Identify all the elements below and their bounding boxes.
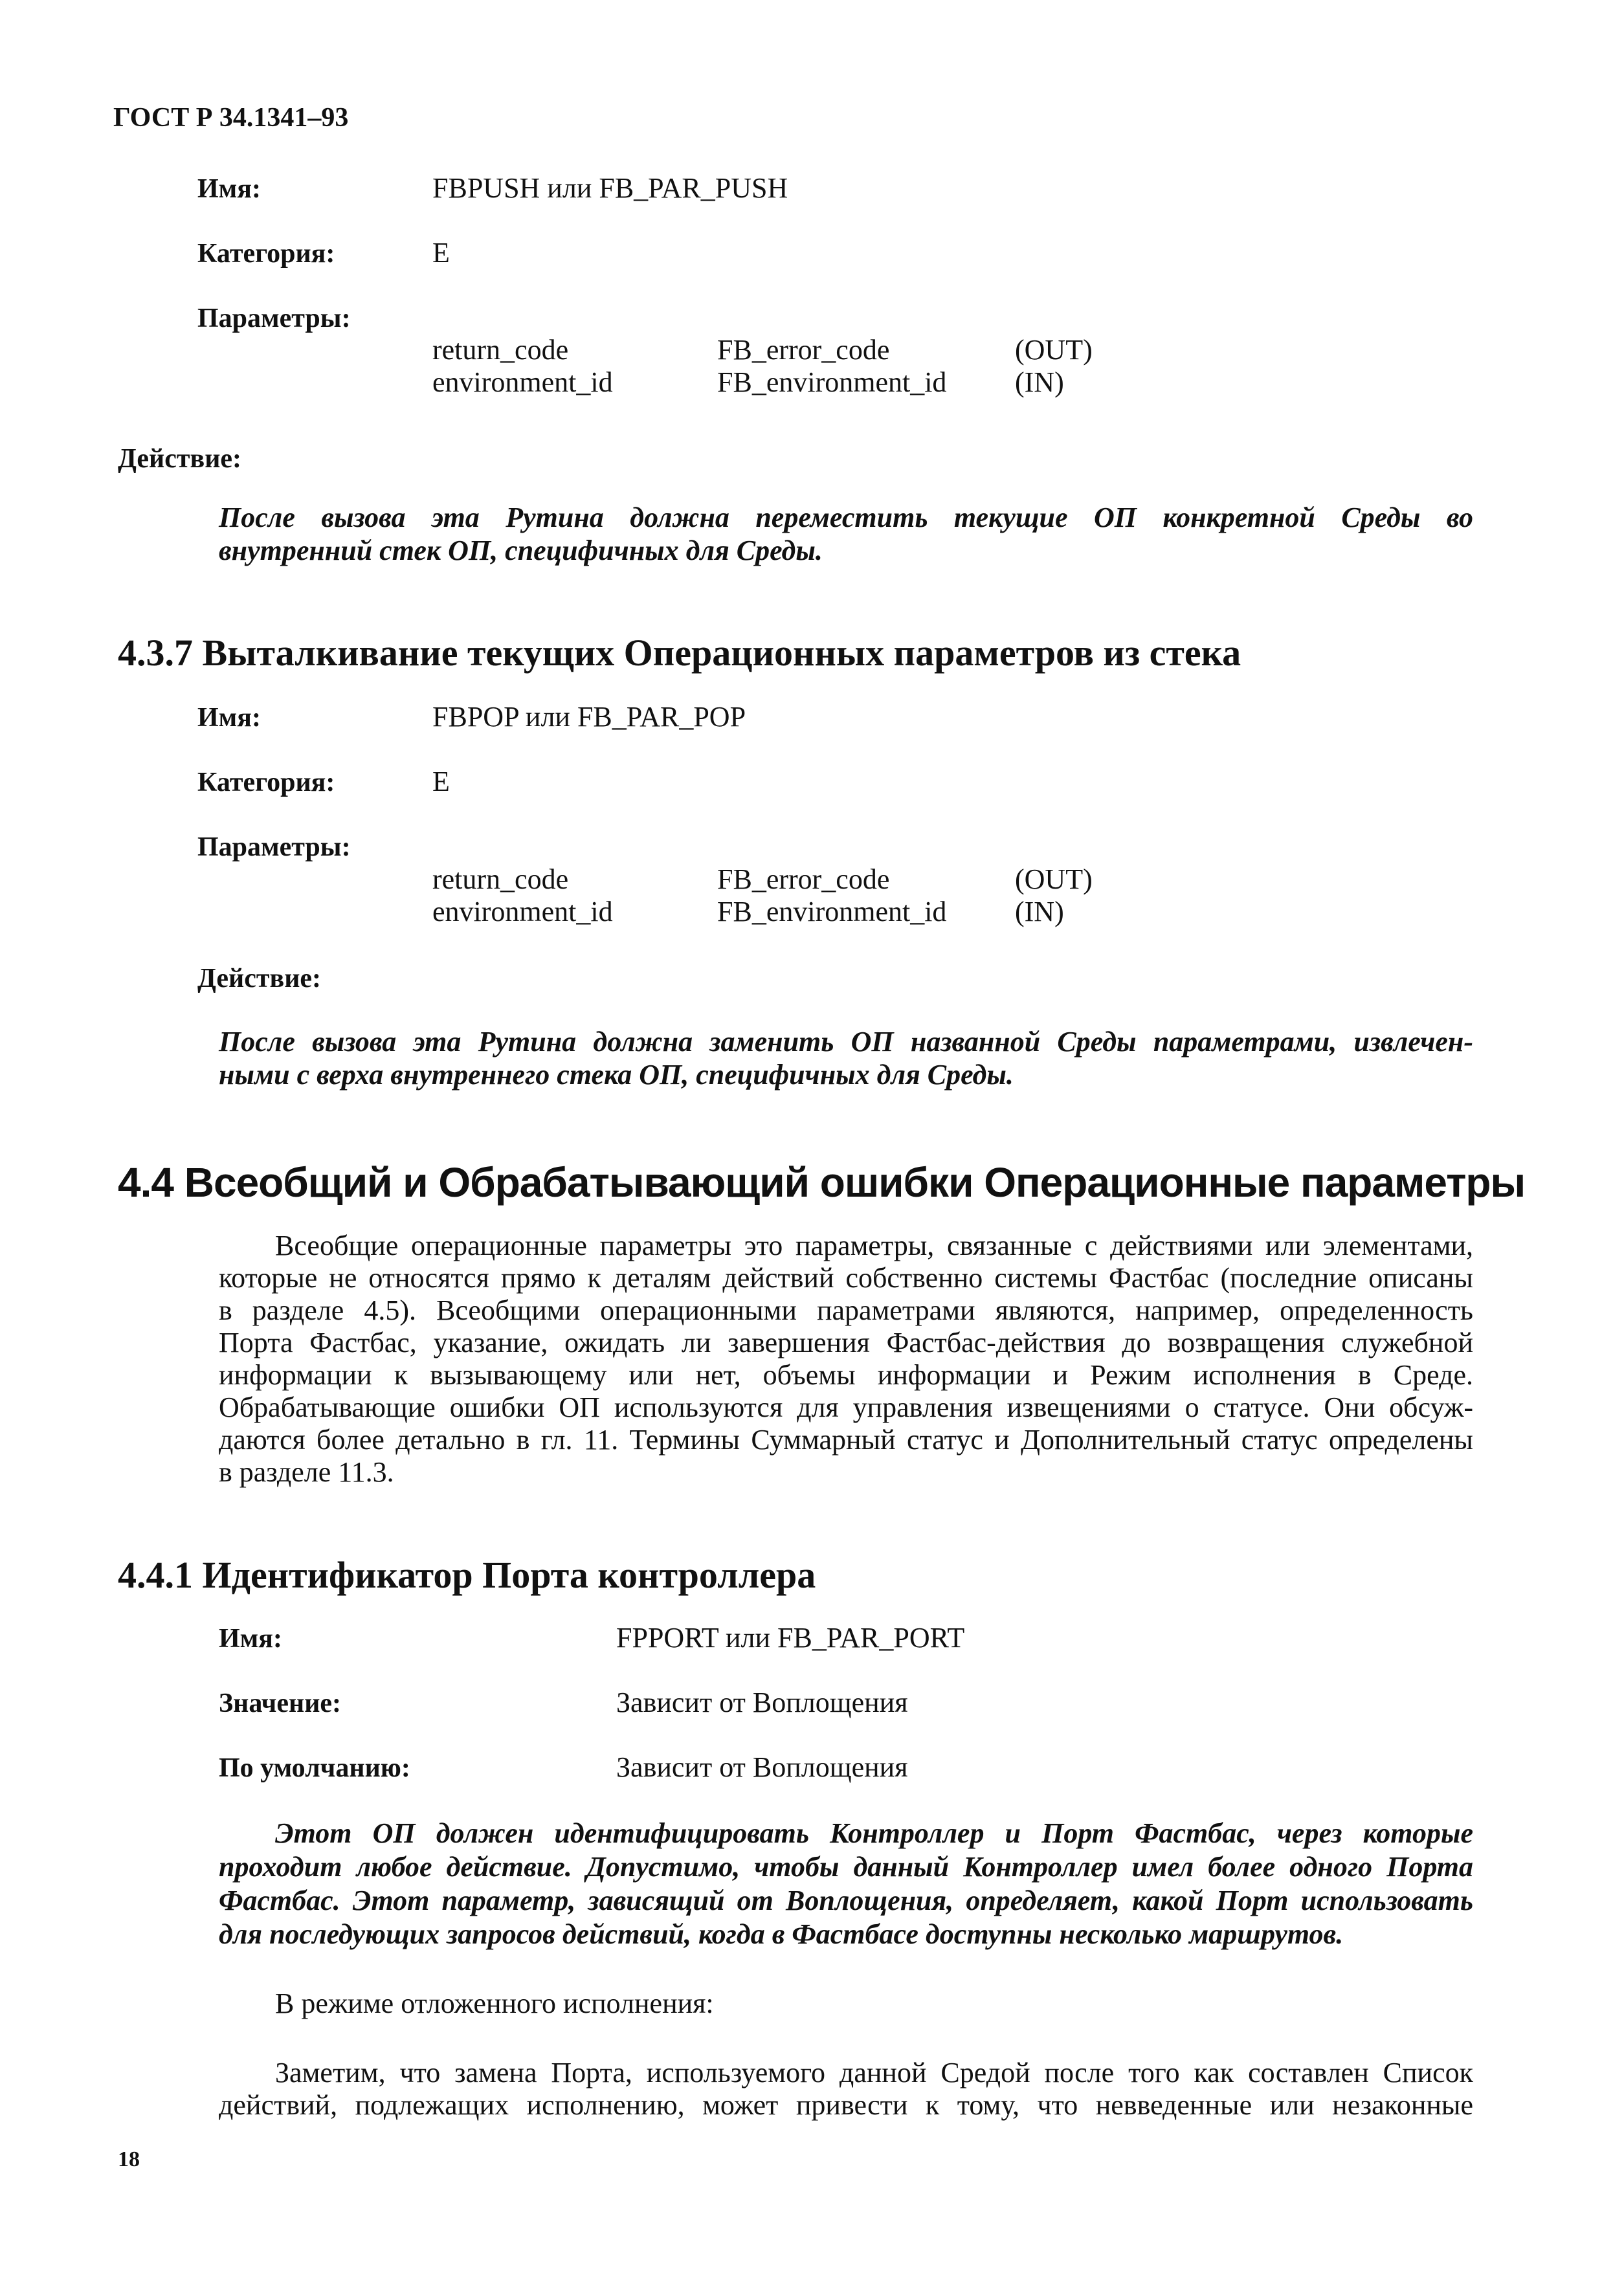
paragraph-line: Обрабатывающие ошибки ОП используются для управления извещениями о статусе. Они обсуж- <box>219 1391 1473 1423</box>
action-label: Действие: <box>118 444 242 474</box>
paragraph-line: Заметим, что замена Порта, используемого данной Средой после того как составлен Список <box>275 2057 1473 2088</box>
description-line: для последующих запросов действий, когда в Фастбасе доступны несколько маршрутов. <box>219 1918 1344 1950</box>
param-type: FB_environment_id <box>717 896 947 927</box>
param-name: environment_id <box>432 366 613 398</box>
value-value: Зависит от Воплощения <box>616 1687 908 1718</box>
param-direction: (OUT) <box>1015 863 1093 895</box>
action-text: После вызова эта Рутина должна переместить текущие ОП конкретной Среды во <box>219 502 1473 533</box>
running-header: ГОСТ Р 34.1341–93 <box>113 103 349 133</box>
default-label: По умолчанию: <box>219 1753 410 1783</box>
name-value: FBPOP или FB_PAR_POP <box>432 701 746 733</box>
paragraph-line: которые не относятся прямо к деталям действий собственно системы Фастбас (последние описаны <box>219 1262 1473 1294</box>
action-text: ными с верха внутреннего стека ОП, специфичных для Среды. <box>219 1059 1014 1091</box>
deferred-mode-line: В режиме отложенного исполнения: <box>275 1988 714 2019</box>
param-direction: (OUT) <box>1015 334 1093 366</box>
name-label: Имя: <box>219 1624 282 1654</box>
description-line: Фастбас. Этот параметр, зависящий от Воплощения, определяет, какой Порт использовать <box>219 1885 1473 1916</box>
paragraph-line: в разделе 4.5). Всеобщими операционными параметрами являются, например, определенность <box>219 1294 1473 1326</box>
category-label: Категория: <box>197 239 335 269</box>
param-name: return_code <box>432 863 569 895</box>
paragraph-line: Всеобщие операционные параметры это параметры, связанные с действиями или элементами, <box>275 1230 1473 1261</box>
name-value: FPPORT или FB_PAR_PORT <box>616 1622 965 1654</box>
section-heading: 4.4.1 Идентификатор Порта контроллера <box>118 1554 816 1596</box>
value-label: Значение: <box>219 1689 342 1718</box>
section-heading: 4.4 Всеобщий и Обрабатывающий ошибки Операционные параметры <box>118 1159 1526 1206</box>
category-value: E <box>432 237 450 269</box>
param-name: return_code <box>432 334 569 366</box>
page-number: 18 <box>118 2147 140 2171</box>
paragraph-line: действий, подлежащих исполнению, может привести к тому, что невведенные или незаконные <box>219 2089 1473 2121</box>
default-value: Зависит от Воплощения <box>616 1751 908 1783</box>
paragraph-line: Порта Фастбас, указание, ожидать ли завершения Фастбас-действия до возвращения служебной <box>219 1327 1473 1358</box>
paragraph-line: в разделе 11.3. <box>219 1456 394 1488</box>
param-type: FB_error_code <box>717 863 890 895</box>
description-line: Этот ОП должен идентифицировать Контроллер и Порт Фастбас, через которые <box>275 1817 1473 1849</box>
param-name: environment_id <box>432 896 613 927</box>
params-label: Параметры: <box>197 304 351 333</box>
param-direction: (IN) <box>1015 896 1064 927</box>
name-label: Имя: <box>197 703 261 733</box>
category-value: E <box>432 766 450 797</box>
action-text: После вызова эта Рутина должна заменить ОП названной Среды параметрами, извлечен- <box>219 1026 1473 1058</box>
section-heading: 4.3.7 Выталкивание текущих Операционных параметров из стека <box>118 632 1241 674</box>
param-direction: (IN) <box>1015 366 1064 398</box>
action-label: Действие: <box>197 964 322 993</box>
action-text: внутренний стек ОП, специфичных для Среды. <box>219 535 823 566</box>
name-value: FBPUSH или FB_PAR_PUSH <box>432 172 788 204</box>
category-label: Категория: <box>197 768 335 797</box>
param-type: FB_error_code <box>717 334 890 366</box>
paragraph-line: информации к вызывающему или нет, объемы информации и Режим исполнения в Среде. <box>219 1359 1473 1391</box>
param-type: FB_environment_id <box>717 366 947 398</box>
name-label: Имя: <box>197 174 261 204</box>
params-label: Параметры: <box>197 832 351 862</box>
paragraph-line: даются более детально в гл. 11. Термины Суммарный статус и Дополнительный статус определены <box>219 1424 1473 1456</box>
description-line: проходит любое действие. Допустимо, чтобы данный Контроллер имел более одного Порта <box>219 1851 1473 1883</box>
